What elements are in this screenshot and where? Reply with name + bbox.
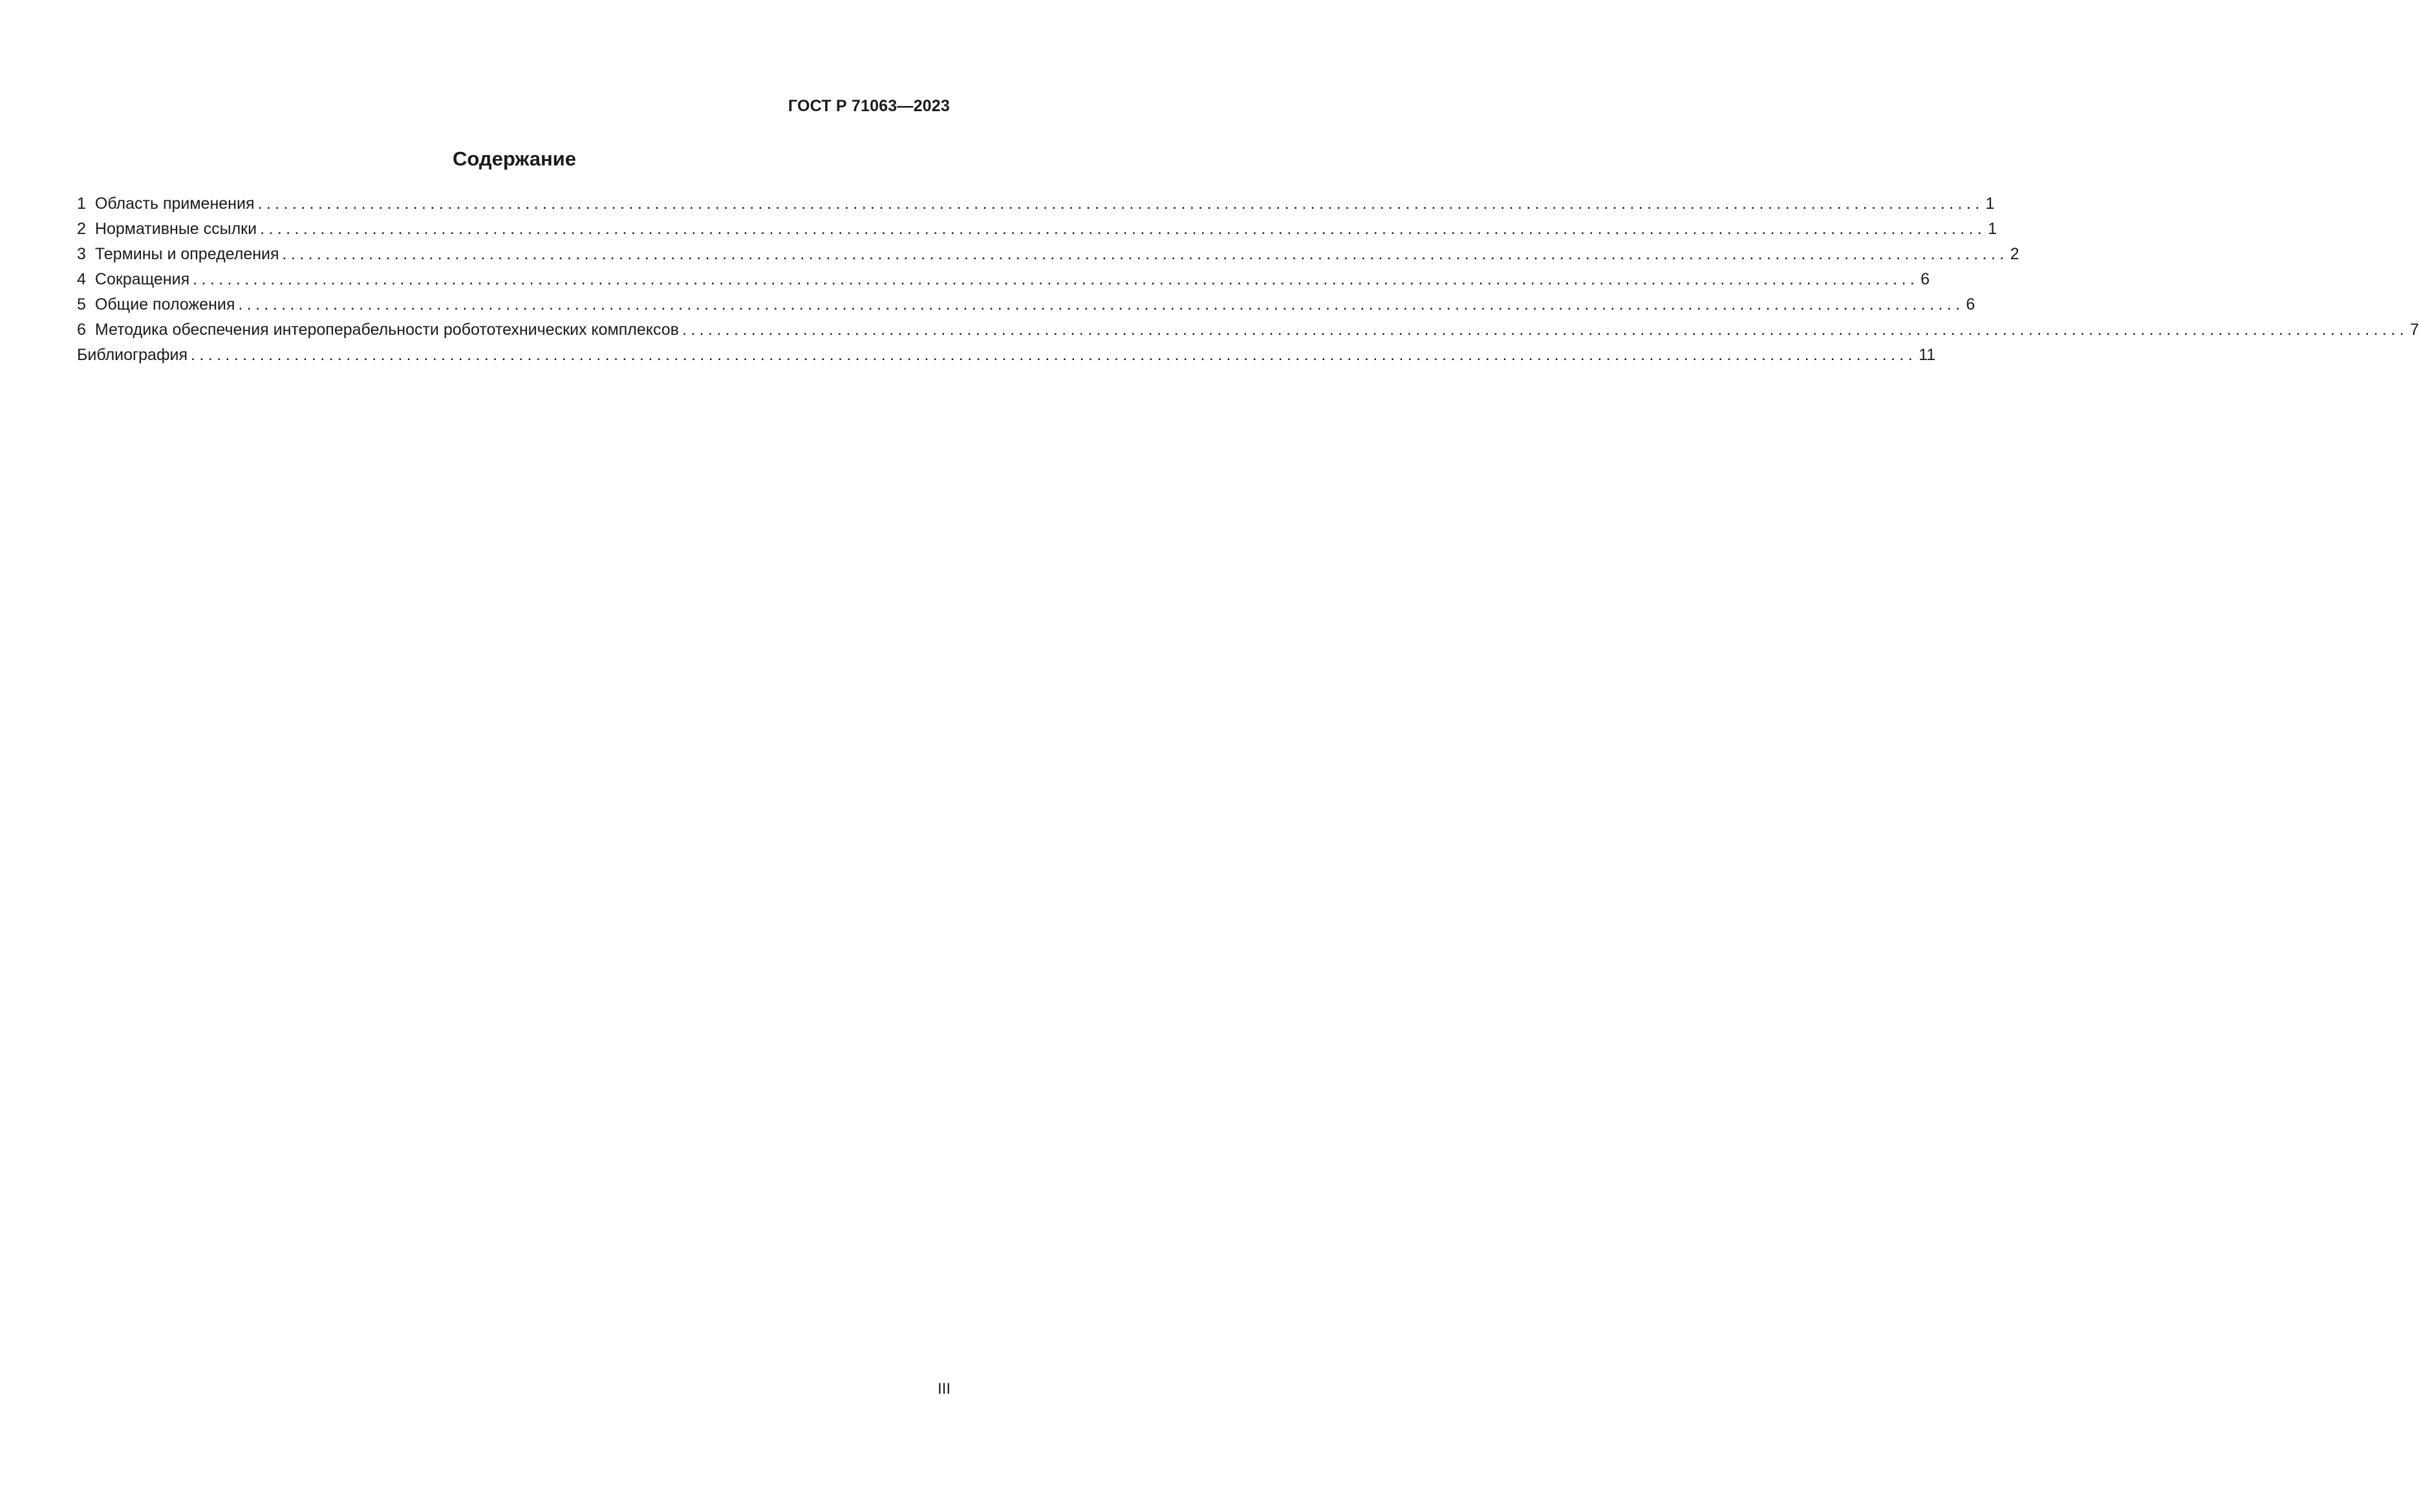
toc-entry-abbreviations[interactable] bbox=[77, 267, 1930, 292]
toc-entry-title: Библиография bbox=[77, 346, 188, 364]
toc-entry-title: Нормативные ссылки bbox=[94, 220, 257, 238]
toc-entry-title: Общие положения bbox=[94, 295, 235, 314]
toc-dot-leader: ........................................................................................................................................................................................................ bbox=[682, 321, 2409, 339]
toc-entry-page: 7 bbox=[2410, 321, 2419, 339]
toc-dot-leader: ........................................................................................................................................................................................................ bbox=[260, 220, 1986, 238]
document-code: ГОСТ Р 71063—2023 bbox=[788, 97, 950, 115]
toc-entry-page: 11 bbox=[1919, 346, 1936, 364]
toc-entry-number: 2 bbox=[77, 220, 86, 238]
toc-entry-number: 6 bbox=[77, 321, 86, 339]
toc-entry-general-provisions[interactable] bbox=[77, 292, 1975, 317]
table-of-contents bbox=[77, 191, 2419, 368]
toc-entry-title: Область применения bbox=[94, 195, 255, 213]
toc-dot-leader: ........................................................................................................................................................................................................ bbox=[238, 295, 1964, 314]
toc-entry-title: Термины и определения bbox=[94, 245, 279, 263]
toc-entry-title: Методика обеспечения интероперабельности робототехнических комплексов bbox=[94, 321, 679, 339]
toc-entry-number: 3 bbox=[77, 245, 86, 263]
toc-dot-leader: ........................................................................................................................................................................................................ bbox=[191, 346, 1917, 364]
toc-entry-normative-references[interactable] bbox=[77, 217, 1997, 242]
toc-dot-leader: ........................................................................................................................................................................................................ bbox=[282, 245, 2008, 263]
toc-entry-page: 1 bbox=[1988, 220, 1997, 238]
toc-entry-number: 5 bbox=[77, 295, 86, 314]
toc-entry-scope[interactable] bbox=[77, 191, 1995, 217]
toc-entry-page: 6 bbox=[1920, 270, 1930, 288]
toc-dot-leader: ........................................................................................................................................................................................................ bbox=[257, 195, 1984, 213]
toc-entry-title: Сокращения bbox=[94, 270, 190, 288]
toc-entry-page: 1 bbox=[1985, 195, 1995, 213]
toc-entry-page: 2 bbox=[2010, 245, 2019, 263]
toc-entry-methodology[interactable] bbox=[77, 317, 2419, 343]
toc-entry-bibliography[interactable] bbox=[77, 343, 1936, 368]
toc-entry-page: 6 bbox=[1966, 295, 1975, 314]
toc-heading: Содержание bbox=[453, 147, 576, 170]
toc-dot-leader: ........................................................................................................................................................................................................ bbox=[193, 270, 1919, 288]
toc-entry-number: 1 bbox=[77, 195, 86, 213]
toc-entry-terms-definitions[interactable] bbox=[77, 242, 2019, 267]
page-number: III bbox=[937, 1380, 951, 1398]
toc-entry-number: 4 bbox=[77, 270, 86, 288]
